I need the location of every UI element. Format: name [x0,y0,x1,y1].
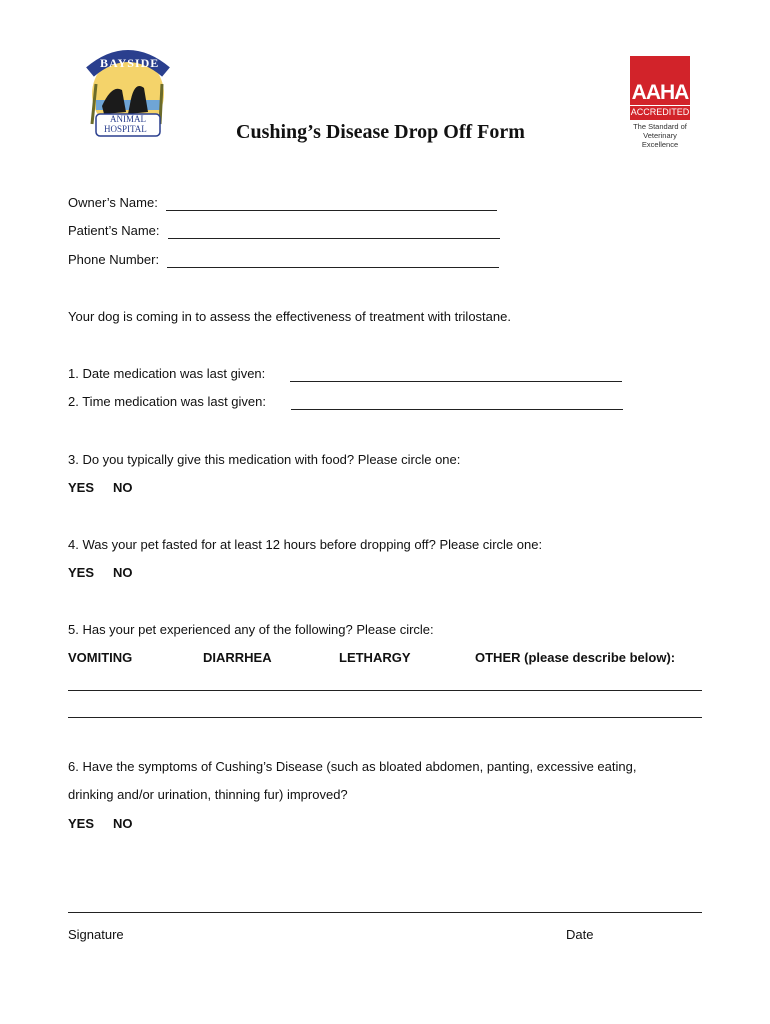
symptom-other[interactable]: OTHER (please describe below): [475,650,676,665]
intro-text: Your dog is coming in to assess the effectiveness of treatment with trilostane. [68,309,511,324]
aaha-accredited-text: ACCREDITED [630,107,690,117]
aaha-mark-text: AAHA [631,81,689,104]
date-label: Date [566,927,594,942]
aaha-tagline-2: Veterinary Excellence [641,131,679,149]
q3-yes-option[interactable]: YES [68,480,95,495]
symptom-lethargy[interactable]: LETHARGY [339,650,411,665]
signature-label: Signature [68,927,124,942]
patient-name-label: Patient’s Name: [68,223,160,238]
question-6-line-1: 6. Have the symptoms of Cushing’s Disease (such as bloated abdomen, panting, excessive eating, [68,759,637,774]
phone-number-label: Phone Number: [68,252,160,267]
logo-text-animal: ANIMAL [110,114,146,124]
symptom-vomiting[interactable]: VOMITING [68,650,133,665]
signature-line[interactable] [68,912,702,913]
time-given-field[interactable] [291,409,623,410]
q6-no-option[interactable]: NO [113,816,133,831]
page-title: Cushing’s Disease Drop Off Form [236,121,525,143]
question-4: 4. Was your pet fasted for at least 12 hours before dropping off? Please circle one: [68,537,543,552]
q3-no-option[interactable]: NO [113,480,133,495]
question-1: 1. Date medication was last given: [68,366,266,381]
question-2: 2. Time medication was last given: [68,394,266,409]
aaha-tagline-1: The Standard of [633,122,687,131]
owner-name-field[interactable] [166,210,497,211]
phone-number-field[interactable] [167,267,499,268]
aaha-logo [630,56,695,149]
logo-text-hospital: HOSPITAL [104,124,147,134]
aaha-mark [630,56,690,120]
bayside-logo [82,44,174,140]
date-given-field[interactable] [290,381,622,382]
q4-no-option[interactable]: NO [113,565,133,580]
logo-text-bayside: BAYSIDE [100,56,160,70]
q4-yes-option[interactable]: YES [68,565,95,580]
other-description-line-1[interactable] [68,690,702,691]
question-3: 3. Do you typically give this medication with food? Please circle one: [68,452,461,467]
symptom-diarrhea[interactable]: DIARRHEA [203,650,272,665]
question-5: 5. Has your pet experienced any of the following? Please circle: [68,622,434,637]
question-6-line-2: drinking and/or urination, thinning fur) improved? [68,787,348,802]
patient-name-field[interactable] [168,238,500,239]
q6-yes-option[interactable]: YES [68,816,95,831]
other-description-line-2[interactable] [68,717,702,718]
owner-name-label: Owner’s Name: [68,195,158,210]
